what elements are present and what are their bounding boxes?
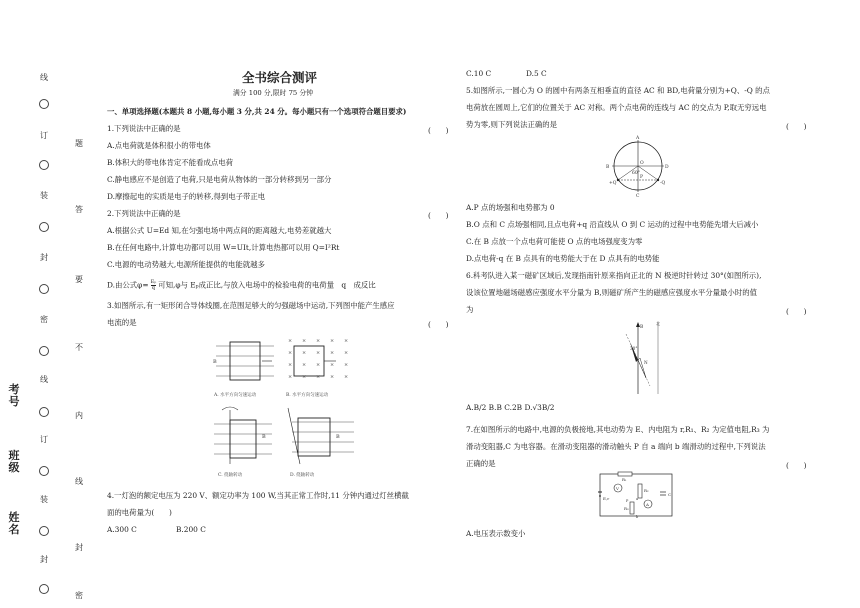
q2-option-c: C.电源的电动势越大,电源所能提供的电能就越多 — [107, 260, 265, 269]
svg-text:P: P — [626, 499, 629, 503]
q3-caption-a: A. 水平方向匀速运动 — [214, 393, 257, 398]
q5-option-c: C.在 B 点放一个点电荷可能使 O 点的电场强度变为零 — [466, 237, 643, 246]
q3-figure-c — [214, 407, 272, 478]
margin-char: 封 — [40, 253, 48, 262]
margin-char: 装 — [40, 191, 48, 200]
q6-line3: 为 — [466, 305, 474, 314]
answer-paren: ( ) — [428, 126, 449, 135]
svg-text:N: N — [644, 360, 648, 365]
q5-line2: 电荷放在圆周上,它们的位置关于 AC 对称。两个点电荷的连线与 AC 的交点为 P,取无穷远电 — [466, 103, 767, 112]
svg-text:30°: 30° — [630, 346, 638, 351]
q3-caption-b: B. 水平方向匀速运动 — [286, 393, 329, 398]
svg-text:×: × — [330, 338, 335, 344]
svg-text:×: × — [344, 338, 349, 344]
margin-char: 装 — [40, 495, 48, 504]
binding-hole-icon — [39, 526, 49, 536]
q5-option-d: D.点电荷-q 在 B 点具有的电势能大于在 D 点具有的电势能 — [466, 254, 660, 263]
q2-option-a: A.根据公式 U=Ed 知,在匀强电场中两点间的距离越大,电势差就越大 — [107, 226, 332, 235]
q5-figure — [605, 134, 671, 198]
q7-line3: 正确的是 — [466, 459, 496, 468]
q4-option-a: A.300 C — [107, 525, 137, 534]
q3-figure-a — [213, 342, 274, 398]
svg-text:B: B — [336, 434, 340, 440]
margin-char: 密 — [40, 315, 48, 324]
q3-figure-b — [286, 338, 348, 398]
svg-text:V: V — [616, 486, 619, 491]
svg-text:C: C — [668, 492, 672, 497]
q5-line1: 5.如图所示,一圆心为 O 的圆中有两条互相垂直的直径 AC 和 BD,电荷量分别为+Q、-Q 的点 — [466, 86, 770, 95]
binding-hole-icon — [39, 346, 49, 356]
q3-caption-d: D. 绕轴转动 — [290, 473, 315, 478]
margin-char: 订 — [40, 435, 48, 444]
answer-paren: ( ) — [428, 211, 449, 220]
binding-hole-icon — [39, 160, 49, 170]
q6-line2: 设该位置地磁场磁感应强度水平分量为 B,则磁矿所产生的磁感应强度水平分量最小时的值 — [466, 288, 757, 297]
svg-text:P: P — [640, 175, 644, 180]
svg-text:A: A — [646, 502, 649, 507]
margin-char: 线 — [40, 73, 48, 82]
margin-char: 要 — [75, 275, 83, 284]
svg-text:×: × — [330, 374, 335, 380]
page-title: 全书综合测评 — [242, 70, 318, 85]
svg-text:R₃: R₃ — [624, 506, 629, 511]
margin-char: 密 — [75, 591, 83, 600]
margin-char: 订 — [40, 131, 48, 140]
margin-char: 不 — [75, 343, 83, 352]
margin-char: 线 — [75, 477, 83, 486]
q6-options: A.B/2 B.B C.2B D.√3B/2 — [466, 403, 555, 412]
svg-text:×: × — [316, 362, 321, 368]
q4-option-c: C.10 C — [466, 69, 492, 78]
q1-stem: 1.下列说法中正确的是 — [107, 124, 181, 133]
binding-hole-icon — [39, 222, 49, 232]
q7-circuit-figure — [594, 470, 678, 520]
q5-option-a: A.P 点的场强和电势都为 0 — [466, 203, 555, 212]
answer-paren: ( ) — [428, 320, 449, 329]
q7-line1: 7.在如图所示的电路中,电源的负极接地,其电动势为 E、内电阻为 r,R₁、R₂ 为定值电阻,R₃ 为 — [466, 425, 770, 434]
margin-char: 线 — [40, 375, 48, 384]
q5-line3: 势为零,则下列说法正确的是 — [466, 120, 558, 129]
svg-text:×: × — [288, 362, 293, 368]
svg-text:R₁: R₁ — [622, 477, 627, 482]
margin-char: 内 — [75, 411, 83, 420]
binding-margin — [0, 0, 86, 608]
svg-text:×: × — [302, 374, 307, 380]
q4-option-d: D.5 C — [526, 69, 547, 78]
binding-hole-icon — [39, 407, 49, 417]
svg-text:×: × — [316, 374, 321, 380]
page-subtitle: 满分 100 分,限时 75 分钟 — [233, 89, 314, 97]
margin-char: 题 — [75, 139, 83, 148]
svg-text:B: B — [262, 434, 266, 440]
svg-text:×: × — [288, 374, 293, 380]
q1-option-b: B.体积大的带电体肯定不能看成点电荷 — [107, 158, 234, 167]
binding-hole-icon — [39, 466, 49, 476]
section-heading: 一、单项选择题(本题共 8 小题,每小题 3 分,共 24 分。每小题只有一个选项符合题目要求) — [107, 107, 407, 116]
class-label: 班级 — [8, 449, 20, 474]
q5-option-b: B.O 点和 C 点场强相同,且点电荷+q 沿直线从 O 到 C 运动的过程中电势能先增大后减小 — [466, 220, 759, 229]
margin-char: 封 — [40, 555, 48, 564]
svg-text:×: × — [344, 350, 349, 356]
q7-option-a: A.电压表示数变小 — [466, 529, 526, 538]
q3-line2: 电流的是 — [107, 318, 137, 327]
binding-hole-icon — [39, 584, 49, 594]
svg-text:a: a — [636, 497, 639, 501]
svg-text:E,r: E,r — [603, 496, 610, 501]
q2-option-d-start: D.由公式φ= — [107, 280, 149, 290]
svg-text:×: × — [302, 338, 307, 344]
svg-text:B: B — [213, 359, 217, 365]
q2-option-b: B.在任何电路中,计算电功都可以用 W=UIt,计算电热都可以用 Q=I²Rt — [107, 243, 340, 252]
q3-figures — [208, 330, 368, 482]
svg-text:A: A — [636, 136, 640, 141]
q1-option-d: D.摩擦起电的实质是电子的转移,得到电子带正电 — [107, 192, 266, 201]
q3-line1: 3.如图所示,有一矩形闭合导体线圈,在范围足够大的匀强磁场中运动,下列图中能产生感应 — [107, 301, 395, 310]
svg-text:×: × — [316, 350, 321, 356]
svg-text:×: × — [302, 362, 307, 368]
answer-paren: ( ) — [786, 122, 807, 131]
name-label: 姓名 — [8, 511, 20, 536]
svg-text:×: × — [344, 374, 349, 380]
svg-text:60°: 60° — [632, 171, 640, 176]
svg-text:C: C — [636, 194, 640, 198]
q1-option-a: A.点电荷就是体积很小的带电体 — [107, 141, 211, 150]
margin-char: 封 — [75, 543, 83, 552]
binding-hole-icon — [39, 284, 49, 294]
svg-text:×: × — [330, 350, 335, 356]
q4-option-b: B.200 C — [176, 525, 206, 534]
svg-text:×: × — [302, 350, 307, 356]
svg-text:D: D — [665, 165, 669, 170]
q7-line2: 滑动变阻器,C 为电容器。在滑动变阻器的滑动触头 P 自 a 端向 b 端滑动的过程中,下列说法 — [466, 442, 766, 451]
fraction-ep-over-q: $\frac{\text{Eₚ}}{q}$ — [150, 279, 157, 291]
q6-line1: 6.科考队进入某一磁矿区域后,发现指南针原来指向正北的 N 极逆时针转过 30°(如图所示), — [466, 271, 762, 280]
svg-text:×: × — [344, 362, 349, 368]
svg-text:R₂: R₂ — [644, 488, 649, 493]
svg-text:O: O — [640, 161, 644, 166]
exam-number-label: 考号 — [8, 383, 20, 408]
svg-text:-Q: -Q — [660, 181, 666, 186]
svg-text:+Q: +Q — [609, 181, 617, 186]
q1-option-c: C.静电感应不是创造了电荷,只是电荷从物体的一部分转移到另一部分 — [107, 175, 332, 184]
q6-figure — [616, 320, 662, 396]
answer-paren: ( ) — [786, 307, 807, 316]
q3-caption-c: C. 绕轴转动 — [218, 473, 243, 478]
margin-char: 答 — [75, 205, 83, 214]
q3-figure-d — [288, 408, 354, 478]
svg-text:b: b — [636, 515, 639, 519]
svg-text:×: × — [288, 338, 293, 344]
binding-hole-icon — [39, 99, 49, 109]
svg-text:×: × — [330, 362, 335, 368]
q2-option-d — [107, 280, 376, 291]
svg-text:B: B — [606, 165, 610, 170]
q2-stem: 2.下列说法中正确的是 — [107, 209, 181, 218]
svg-text:×: × — [288, 350, 293, 356]
svg-text:B: B — [640, 325, 644, 330]
svg-text:北: 北 — [656, 321, 660, 326]
svg-text:×: × — [316, 338, 321, 344]
q2-option-d-end: 可知,φ与 Eₚ成正比,与放入电场中的检验电荷的电荷量 q 成反比 — [158, 280, 376, 290]
q4-line1: 4.一灯泡的额定电压为 220 V、额定功率为 100 W,当其正常工作时,11 分钟内通过灯丝横截 — [107, 491, 409, 500]
q4-line2: 面的电荷量为( ) — [107, 508, 172, 517]
answer-paren: ( ) — [786, 461, 807, 470]
